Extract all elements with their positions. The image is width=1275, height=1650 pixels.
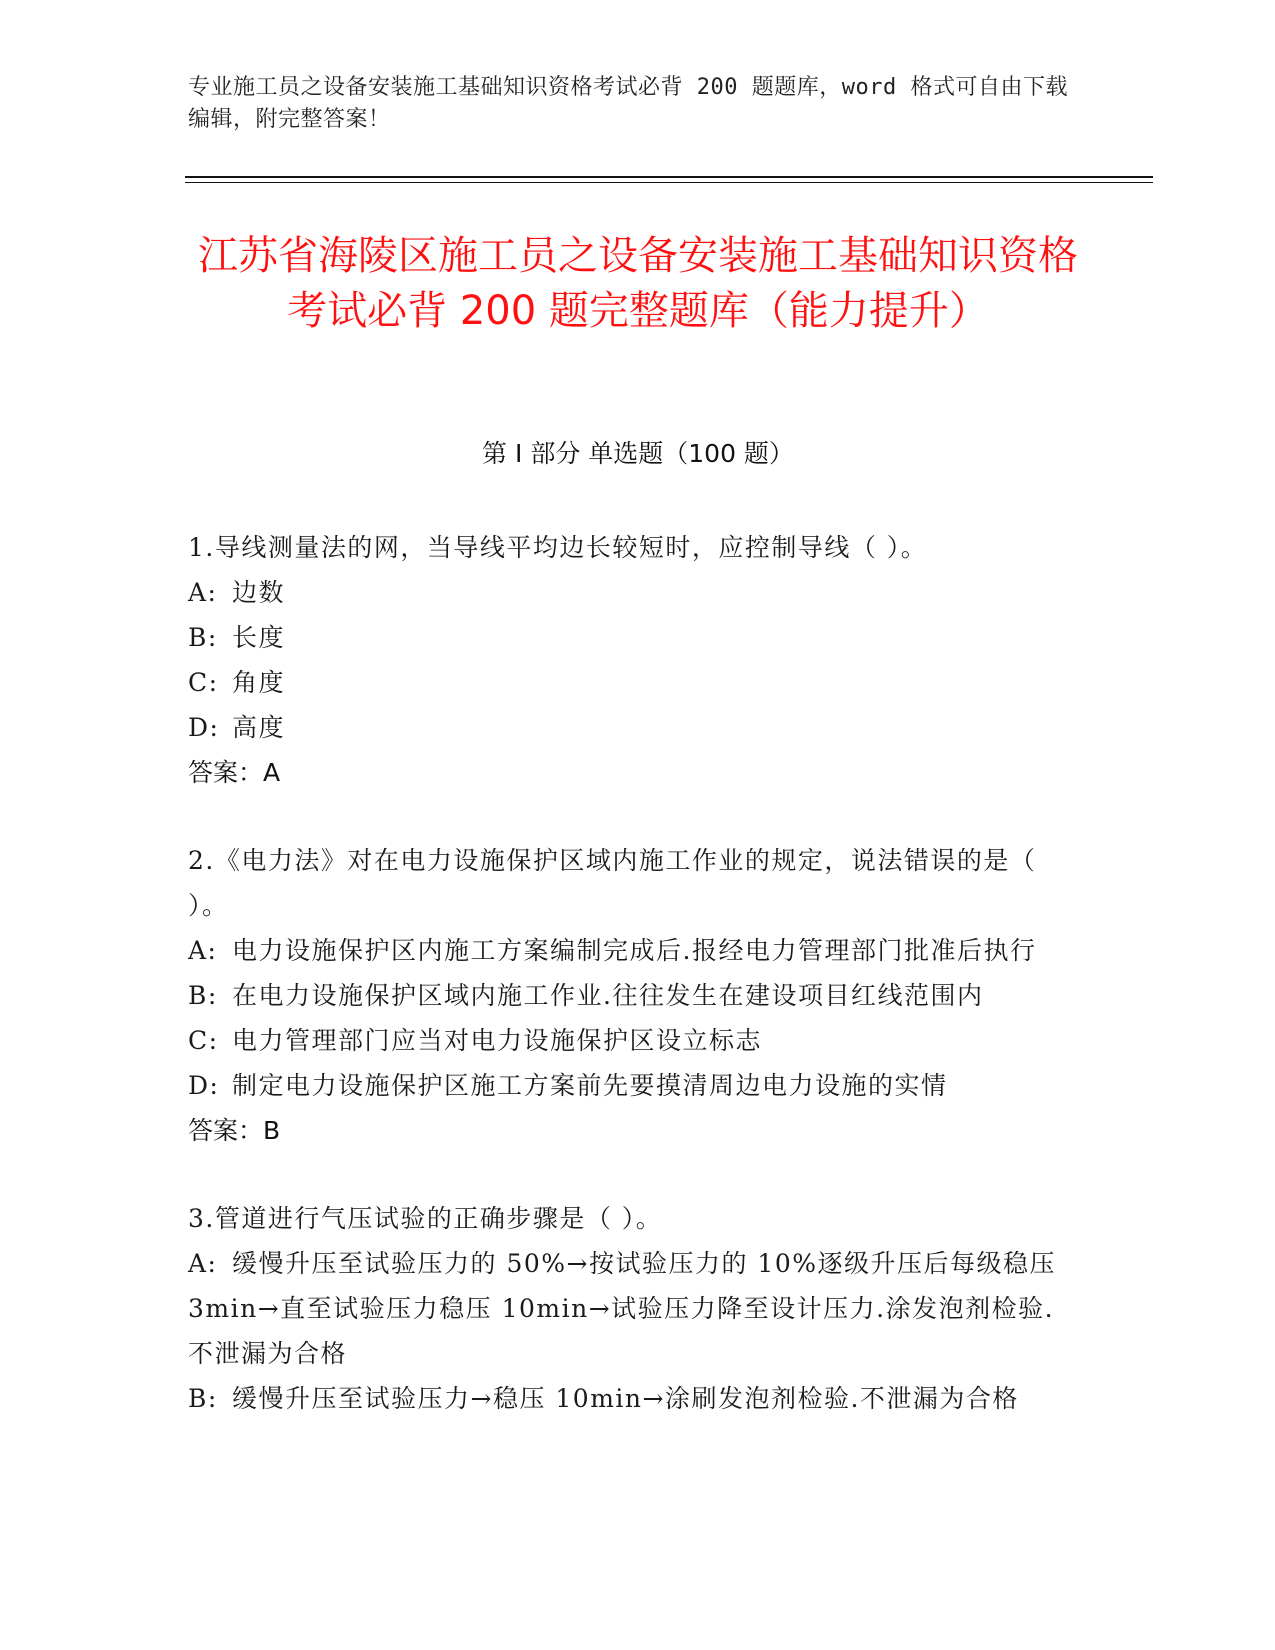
answer-label: 答案： xyxy=(188,1116,264,1145)
answer xyxy=(188,1108,1078,1153)
option-a xyxy=(188,570,1078,615)
option-text: 高度 xyxy=(232,713,286,742)
option-key: B: xyxy=(188,1384,218,1413)
option-key: A: xyxy=(188,1249,218,1278)
question-stem: 1.导线测量法的网，当导线平均边长较短时，应控制导线（ ）。 xyxy=(188,533,928,562)
document-page xyxy=(188,0,1088,1650)
option-text: 电力管理部门应当对电力设施保护区设立标志 xyxy=(232,1026,763,1055)
option-text: 电力设施保护区内施工方案编制完成后.报经电力管理部门批准后执行 xyxy=(232,936,1037,965)
option-key: D: xyxy=(188,1071,220,1100)
answer xyxy=(188,750,1078,795)
section-title: 第 I 部分 单选题（100 题） xyxy=(482,439,794,468)
option-b xyxy=(188,1376,1078,1421)
question-stem: 2.《电力法》对在电力设施保护区域内施工作业的规定，说法错误的是（ ）。 xyxy=(188,846,1037,920)
option-text: 制定电力设施保护区施工方案前先要摸清周边电力设施的实情 xyxy=(232,1071,948,1100)
question-list xyxy=(188,525,1078,1464)
option-text: 角度 xyxy=(232,668,286,697)
option-text: 长度 xyxy=(232,623,286,652)
answer-label: 答案： xyxy=(188,758,264,787)
option-key: B: xyxy=(188,981,218,1010)
option-c xyxy=(188,660,1078,705)
option-text: 缓慢升压至试验压力的 50%→按试验压力的 10%逐级升压后每级稳压 3min→直至试验压力稳压 10min→试验压力降至设计压力.涂发泡剂检验.不泄漏为合格 xyxy=(188,1249,1056,1368)
option-a xyxy=(188,928,1078,973)
header-rule-thick xyxy=(185,176,1153,178)
option-key: C: xyxy=(188,668,219,697)
question-stem: 3.管道进行气压试验的正确步骤是（ ）。 xyxy=(188,1204,663,1233)
option-c xyxy=(188,1018,1078,1063)
document-title: 江苏省海陵区施工员之设备安装施工基础知识资格考试必背 200 题完整题库（能力提升） xyxy=(198,233,1078,334)
option-b xyxy=(188,973,1078,1018)
option-text: 边数 xyxy=(232,578,286,607)
option-text: 缓慢升压至试验压力→稳压 10min→涂刷发泡剂检验.不泄漏为合格 xyxy=(232,1384,1019,1413)
option-b xyxy=(188,615,1078,660)
option-key: A: xyxy=(188,936,218,965)
option-d xyxy=(188,705,1078,750)
option-key: A: xyxy=(188,578,218,607)
option-a xyxy=(188,1241,1078,1376)
question-1 xyxy=(188,525,1078,795)
option-key: C: xyxy=(188,1026,219,1055)
option-d xyxy=(188,1063,1078,1108)
answer-value: B xyxy=(263,1116,281,1145)
header-note: 专业施工员之设备安装施工基础知识资格考试必背 200 题题库，word 格式可自由下载编辑，附完整答案！ xyxy=(188,75,1068,132)
header-rule-thin xyxy=(185,182,1153,183)
option-text: 在电力设施保护区域内施工作业.往往发生在建设项目红线范围内 xyxy=(232,981,984,1010)
question-3 xyxy=(188,1196,1078,1421)
option-key: B: xyxy=(188,623,218,652)
answer-value: A xyxy=(263,758,281,787)
option-key: D: xyxy=(188,713,220,742)
question-2 xyxy=(188,838,1078,1153)
